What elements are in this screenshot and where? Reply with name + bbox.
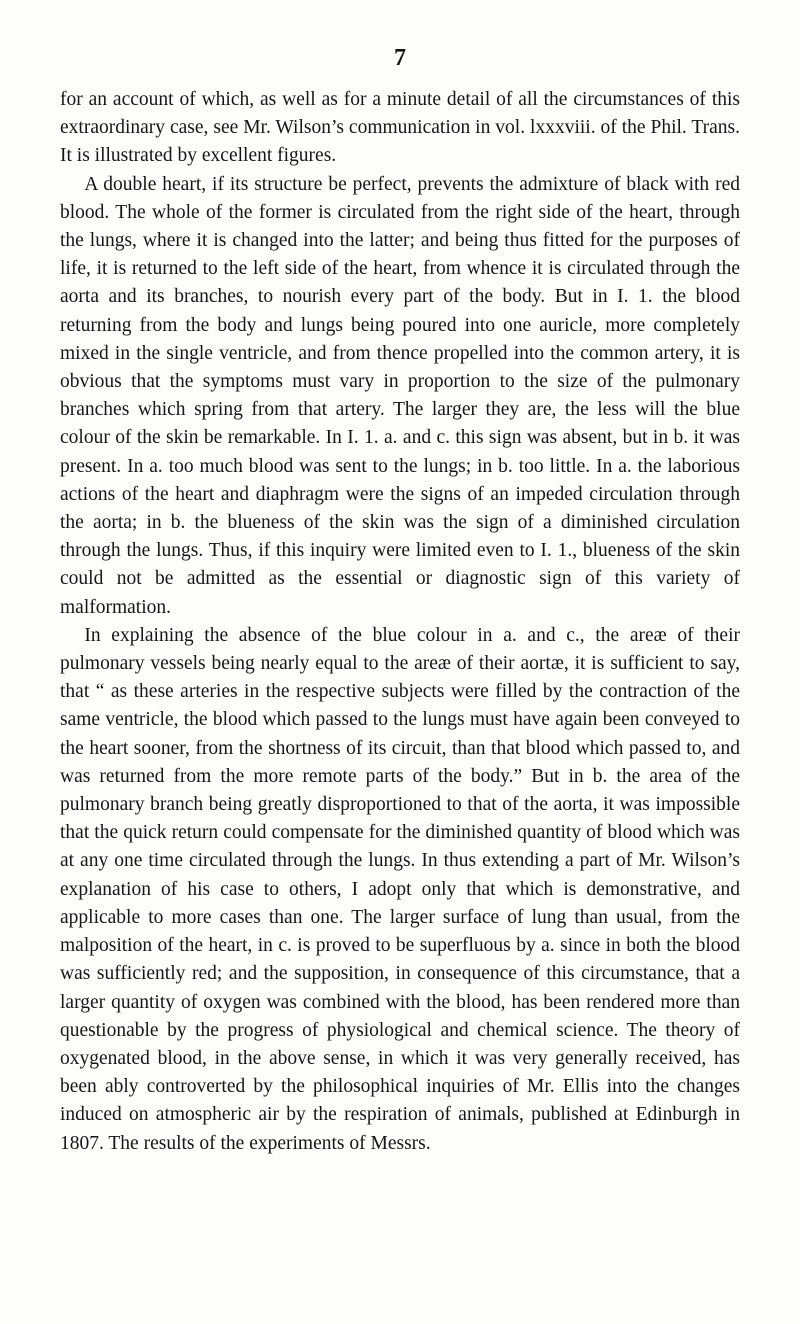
paragraph-blue-colour-explanation: In explaining the absence of the blue colour in a. and c., the areæ of their pulmonary vessels being nearly equal to the areæ of their aortæ, it is sufficient to say, that “ as these arteries in the respective subjects were filled by the contraction of the same ventricle, the blood which passed to the lungs must have again been conveyed to the heart sooner, from the shortness of its circuit, than that blood which passed to, and was returned from the more remote parts of the body.” But in b. the area of the pulmonary branch being greatly disproportioned to that of the aorta, it was impossible that the quick return could compensate for the diminished quantity of blood which was at any one time circulated through the lungs. In thus extending a part of Mr. Wilson’s explanation of his case to others, I adopt only that which is demonstrative, and applicable to more cases than one. The larger surface of lung than usual, from the malposition of the heart, in c. is proved to be superfluous by a. since in both the blood was sufficiently red; and the supposition, in consequence of this circumstance, that a larger quantity of oxygen was combined with the blood, has been rendered more than questionable by the progress of physiological and chemical science. The theory of oxygenated blood, in the above sense, in which it was very generally received, has been ably controverted by the philosophical inquiries of Mr. Ellis into the changes induced on atmospheric air by the respiration of animals, published at Edinburgh in 1807. The results of the experiments of Messrs. — [60, 624, 740, 1154]
body-text — [60, 86, 740, 1158]
paragraph-double-heart: A double heart, if its structure be perfect, prevents the admixture of black with red blood. The whole of the former is circulated from the right side of the heart, through the lungs, where it is changed into the latter; and being thus fitted for the purposes of life, it is returned to the left side of the heart, from whence it is circulated through the aorta and its branches, to nourish every part of the body. But in I. 1. the blood returning from the body and lungs being poured into one auricle, more completely mixed in the single ventricle, and from thence propelled into the common artery, it is obvious that the symptoms must vary in proportion to the size of the pulmonary branches which spring from that artery. The larger they are, the less will the blue colour of the skin be remarkable. In I. 1. a. and c. this sign was absent, but in b. it was present. In a. too much blood was sent to the lungs; in b. too little. In a. the laborious actions of the heart and diaphragm were the signs of an impeded circulation through the aorta; in b. the blueness of the skin was the sign of a diminished circulation through the lungs. Thus, if this inquiry were limited even to I. 1., blueness of the skin could not be admitted as the essential or diagnostic sign of this variety of malformation. — [60, 173, 740, 618]
paragraph-continuation: for an account of which, as well as for a minute detail of all the circumstances of this extraordinary case, see Mr. Wilson’s communication in vol. lxxxviii. of the Phil. Trans. It is illustrated by excellent figures. — [60, 89, 740, 167]
page-number: 7 — [394, 45, 406, 71]
